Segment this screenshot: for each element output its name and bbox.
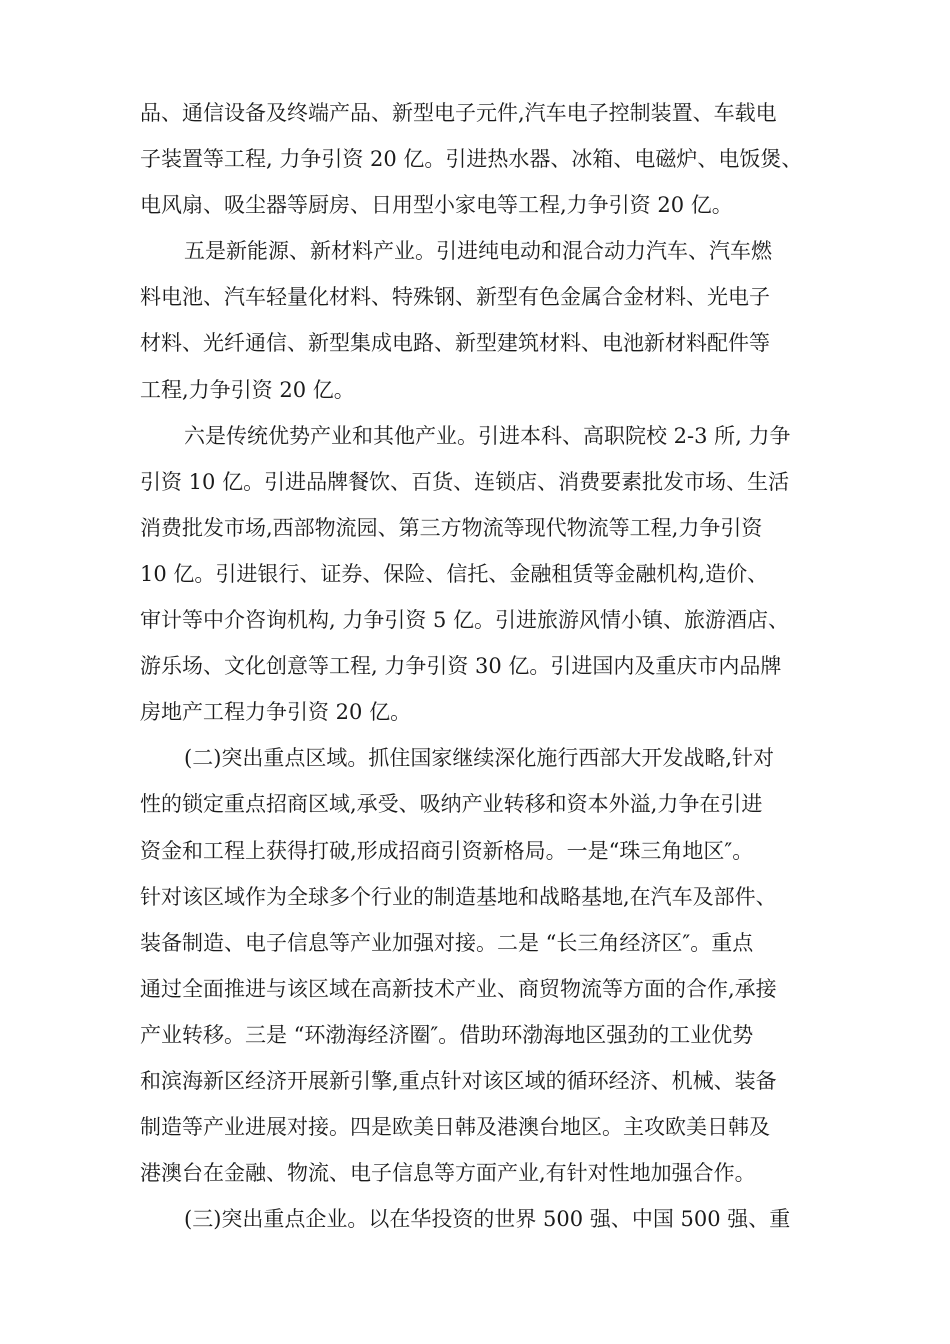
text-line: 消费批发市场,西部物流园、第三方物流等现代物流等工程,力争引资 xyxy=(140,515,763,540)
text-line: 房地产工程力争引资 20 亿。 xyxy=(140,700,412,725)
text-line: 引资 10 亿。引进品牌餐饮、百货、连锁店、消费要素批发市场、生活 xyxy=(140,469,790,494)
paragraph-item-five-new-energy xyxy=(140,228,820,412)
text-line: (二)突出重点区域。抓住国家继续深化施行西部大开发战略,针对 xyxy=(184,746,775,771)
text-line: 和滨海新区经济开展新引擎,重点针对该区域的循环经济、机械、装备 xyxy=(140,1068,777,1093)
text-line: 制造等产业进展对接。四是欧美日韩及港澳台地区。主攻欧美日韩及 xyxy=(140,1115,770,1140)
text-line: 审计等中介咨询机构, 力争引资 5 亿。引进旅游风情小镇、旅游酒店、 xyxy=(140,608,790,633)
text-line: 通过全面推进与该区域在高新技术产业、商贸物流等方面的合作,承接 xyxy=(140,976,777,1001)
paragraph-item-six-traditional xyxy=(140,413,820,736)
text-line: 性的锁定重点招商区域,承受、吸纳产业转移和资本外溢,力争在引进 xyxy=(140,792,763,817)
text-line: 工程,力争引资 20 亿。 xyxy=(140,377,355,402)
document-body xyxy=(140,90,820,1242)
text-line: (三)突出重点企业。以在华投资的世界 500 强、中国 500 强、重 xyxy=(184,1207,791,1232)
text-line: 港澳台在金融、物流、电子信息等方面产业,有针对性地加强合作。 xyxy=(140,1161,756,1186)
text-line: 游乐场、文化创意等工程, 力争引资 30 亿。引进国内及重庆市内品牌 xyxy=(140,654,782,679)
text-line: 电风扇、吸尘器等厨房、日用型小家电等工程,力争引资 20 亿。 xyxy=(140,193,733,218)
text-line: 料电池、汽车轻量化材料、特殊钢、新型有色金属合金材料、光电子 xyxy=(140,285,770,310)
text-line: 针对该区域作为全球多个行业的制造基地和战略基地,在汽车及部件、 xyxy=(140,884,777,909)
paragraph-continuation-electronics xyxy=(140,90,820,228)
text-line: 资金和工程上获得打破,形成招商引资新格局。一是“珠三角地区″。 xyxy=(140,838,754,863)
text-line: 子装置等工程, 力争引资 20 亿。引进热水器、冰箱、电磁炉、电饭煲、 xyxy=(140,147,803,172)
text-line: 六是传统优势产业和其他产业。引进本科、高职院校 2-3 所, 力争 xyxy=(184,423,791,448)
text-line: 装备制造、电子信息等产业加强对接。二是 “长三角经济区″。重点 xyxy=(140,930,754,955)
paragraph-section-two-key-regions xyxy=(140,735,820,1196)
text-line: 品、通信设备及终端产品、新型电子元件,汽车电子控制装置、车载电 xyxy=(140,101,777,125)
text-line: 五是新能源、新材料产业。引进纯电动和混合动力汽车、汽车燃 xyxy=(184,239,772,264)
text-line: 产业转移。三是 “环渤海经济圈″。借助环渤海地区强劲的工业优势 xyxy=(140,1022,754,1047)
text-line: 10 亿。引进银行、证券、保险、信托、金融租赁等金融机构,造价、 xyxy=(140,561,769,586)
text-line: 材料、光纤通信、新型集成电路、新型建筑材料、电池新材料配件等 xyxy=(140,331,770,356)
paragraph-section-three-key-enterprises xyxy=(140,1196,820,1242)
